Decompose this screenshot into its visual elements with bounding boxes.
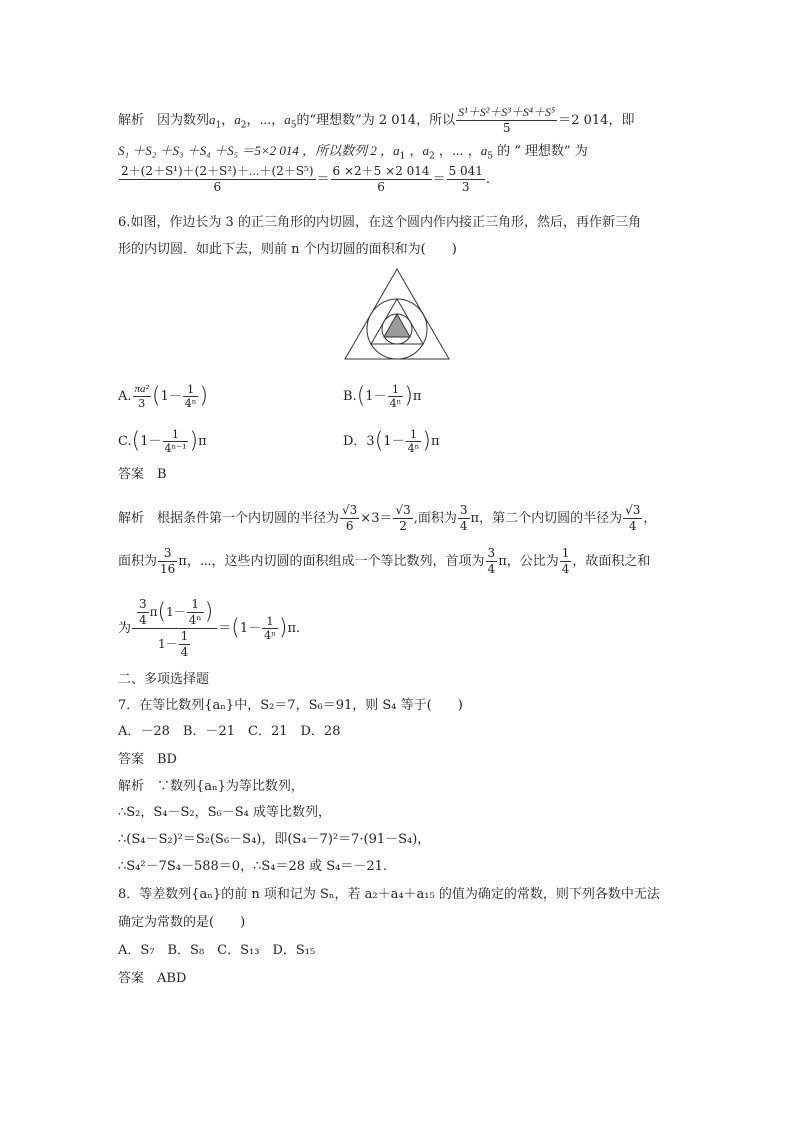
solution-5-line-1: 解析 因为数列$a_1$，$a_2$，⋯，$a_5$的“理想数”为 2 014，所以 $\frac{\text{S¹＋S²＋S³＋S⁴＋S⁵}}{5}$ ＝2 014，即 [118,105,635,135]
solution-7-line-1: 解析 ∵数列{aₙ}为等比数列， [118,779,304,794]
solution-7-line-3: ∴(S₄－S₂)²＝S₂(S₆－S₄)，即(S₄－7)²＝7·(91－S₄)， [118,832,431,847]
fraction: $\frac{5 041}{3}$ [448,164,483,194]
text: ＝2 014，即 [558,113,635,128]
problem-8-line-1: 8．等差数列{aₙ}的前 n 项和记为 Sₙ，若 a₂＋a₄＋a₁₅ 的值为确定的常数，则下列各数中无法 [118,887,660,902]
answer-7: 答案 BD [118,752,177,767]
nested-triangle-circle-figure [340,266,455,364]
fraction: $\frac{\text{πa²}}{3}$ [134,383,149,410]
solution-6-line-3: 为 $\frac{3}{4}$ π(1－ $\frac{1}{\text{4ⁿ}}$ ) 1－ $\frac{1}{4}$ ＝(1－ $\frac{1}{\text{4ⁿ}}$ )π. [118,597,301,659]
section-heading: 二、多项选择题 [118,672,210,687]
fraction: $\frac{1}{\text{4ⁿ⁻¹}}$ [164,428,187,455]
text: 的“理想数”为 2 014，所以 [296,113,456,128]
solution-5-line-3: $\frac{\text{2＋(2＋S¹)＋(2＋S²)＋⋯＋(2＋S⁵)}}{6}$ ＝ $\frac{6 \times 2+5 \times 2 014}{6}$ ＝ $\frac{5 041}{3}$ . [121,164,491,194]
fraction: $\frac{1}{\text{4ⁿ}}$ [184,383,197,410]
option-b: B.(1－ $\frac{1}{\text{4ⁿ}}$ )π [343,383,422,410]
option-c: C.(1－ $\frac{1}{\text{4ⁿ⁻¹}}$ )π [118,428,207,455]
compound-fraction: $\frac{3}{4}$ π(1－ $\frac{1}{\text{4ⁿ}}$ ) 1－ $\frac{1}{4}$ [132,597,217,660]
solution-5-line-2: S₁ ＋S₂ ＋S₃ ＋S₄ ＋S₅ ＝5×2 014 ，所以数列 2 ，$a_1$ ，$a_2$ ，⋯ ，$a_5$ 的 “ 理想数” 为 [118,143,588,162]
answer-8: 答案 ABD [118,971,187,986]
solution-7-line-4: ∴S₄²－7S₄－588＝0，∴S₄＝28 或 S₄＝－21. [118,859,388,874]
problem-7-stem: 7．在等比数列{aₙ}中，S₂＝7，S₆＝91，则 S₄ 等于( ) [118,698,463,713]
problem-8-options: A．S₇ B．S₈ C．S₁₃ D．S₁₅ [118,943,316,958]
problem-6-line-2: 形的内切圆．如此下去，则前 n 个内切圆的面积和为( ) [118,242,457,257]
answer-6: 答案 B [118,467,167,482]
text: 解析 因为数列 [118,113,210,128]
option-a: A. $\frac{\text{πa²}}{3}$ (1－ $\frac{1}{\text{4ⁿ}}$ ) [118,383,209,410]
text: 的 “ 理想数” 为 [497,144,588,159]
problem-7-options: A．－28 B．－21 C．21 D．28 [118,724,341,739]
fraction: $\frac{1}{\text{4ⁿ}}$ [389,383,402,410]
fraction: $\frac{6 \times 2+5 \times 2 014}{6}$ [332,164,430,194]
option-d: D．3(1－ $\frac{1}{\text{4ⁿ}}$ )π [343,428,440,455]
solution-6-line-1: 解析 根据条件第一个内切圆的半径为 $\frac{√3}{6}$ ×3＝ $\frac{√3}{2}$ ,面积为 $\frac{3}{4}$ π，第二个内切圆的半径为 $\frac{√3}{4}$ ， [118,503,657,533]
fraction: $\frac{1}{\text{4ⁿ}}$ [407,428,420,455]
problem-6-line-1: 6.如图，作边长为 3 的正三角形的内切圆，在这个圆内作内接正三角形，然后，再作新三角 [118,215,641,230]
solution-7-line-2: ∴S₂，S₄－S₂，S₆－S₄ 成等比数列， [118,805,331,820]
fraction: $\frac{\text{2＋(2＋S¹)＋(2＋S²)＋⋯＋(2＋S⁵)}}{6}$ [121,164,314,194]
solution-6-line-2: 面积为 $\frac{3}{16}$ π，⋯，这些内切圆的面积组成一个等比数列，首项为 $\frac{3}{4}$ π，公比为 $\frac{1}{4}$ ，故面积之和 [118,546,651,576]
fraction: $\frac{\text{S¹＋S²＋S³＋S⁴＋S⁵}}{5}$ [458,105,556,135]
problem-8-line-2: 确定为常数的是( ) [118,915,246,930]
text: S₁ ＋S₂ ＋S₃ ＋S₄ ＋S₅ ＝5×2 014 ，所以数列 2 ， [118,143,394,158]
